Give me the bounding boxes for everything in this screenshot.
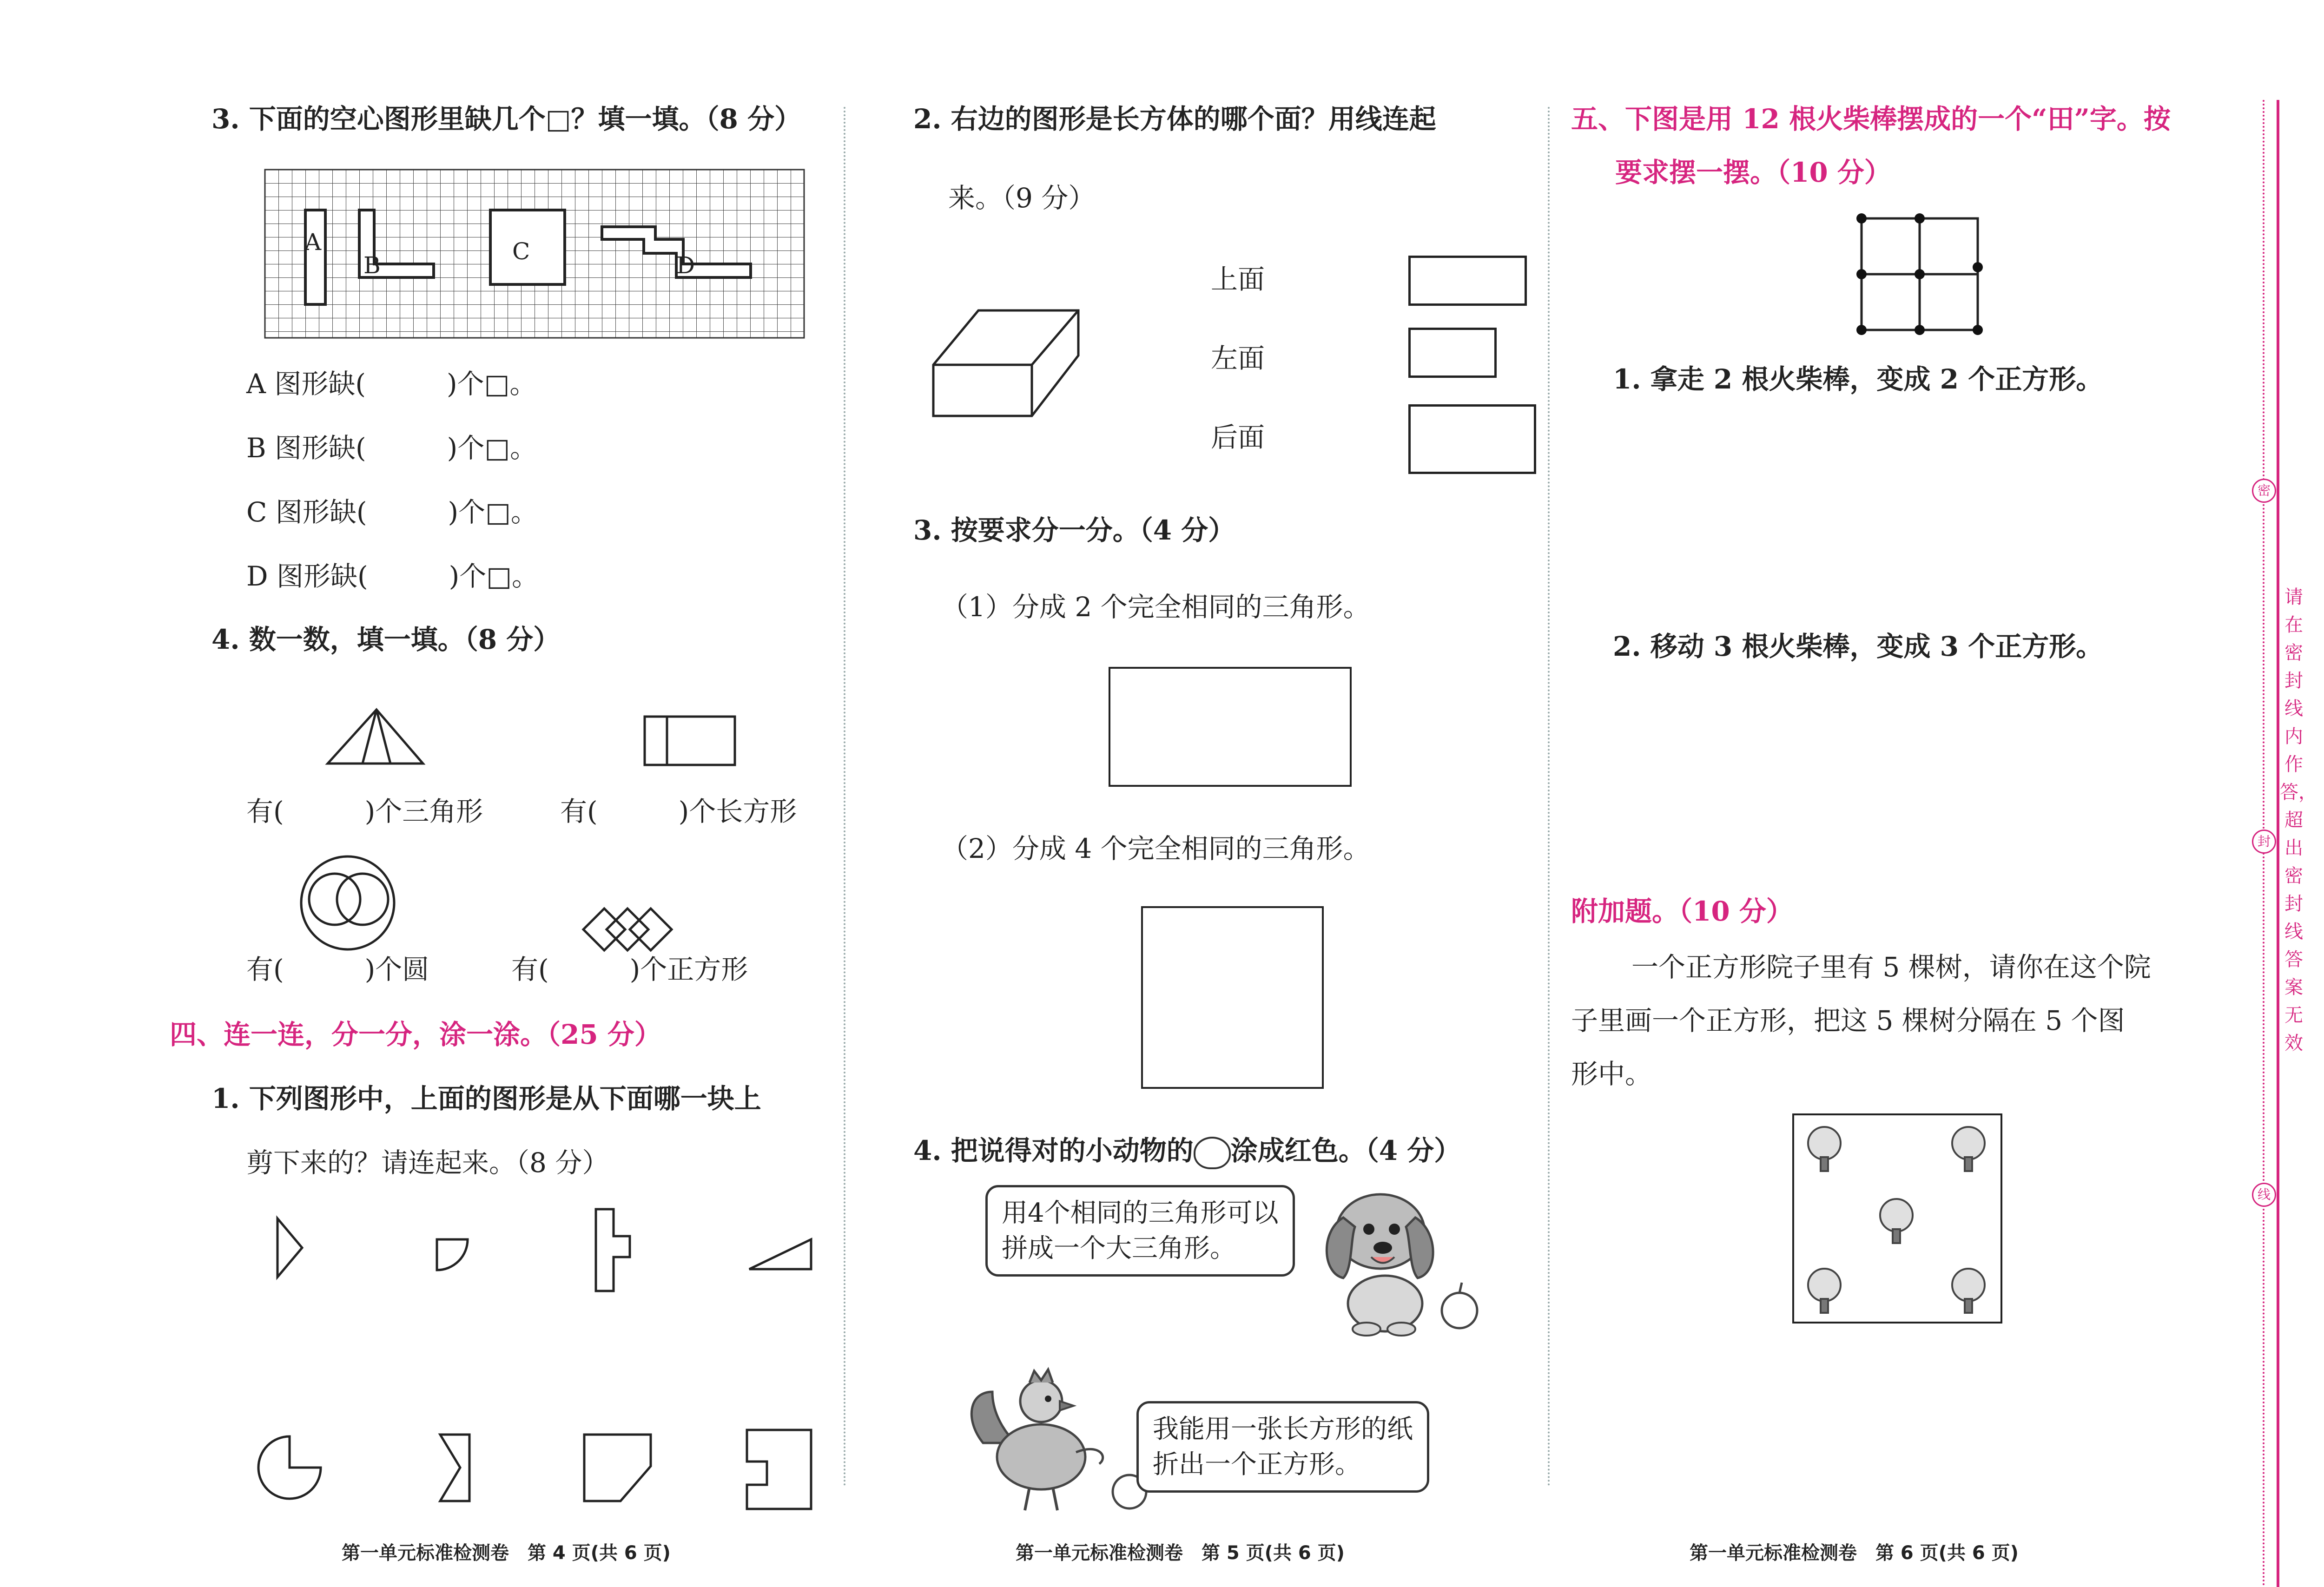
p2-q4-title xyxy=(913,1134,1461,1169)
dog-speech-bubble xyxy=(985,1185,1295,1277)
q1-line2: 剪下来的？请连起来。（8 分） xyxy=(246,1147,609,1179)
triangle-figure xyxy=(328,709,425,764)
section-five-line1: 五、下图是用 12 根火柴棒摆成的一个“田”字。按 xyxy=(1571,103,2171,135)
blank-b[interactable]: B 图形缺( )个□。 xyxy=(246,432,537,464)
section-four-heading: 四、连一连，分一分，涂一涂。（25 分） xyxy=(170,1019,661,1050)
piece-notched-rect[interactable] xyxy=(746,1429,813,1510)
column-divider-1 xyxy=(844,107,845,1487)
divide-square[interactable] xyxy=(1141,906,1324,1089)
piece-arrow[interactable] xyxy=(439,1434,472,1503)
cuboid-figure xyxy=(932,309,1081,418)
bonus-title: 附加题。（10 分） xyxy=(1571,896,1793,927)
bonus-line3: 形中。 xyxy=(1571,1058,1652,1090)
blank-d[interactable]: D 图形缺( )个□。 xyxy=(246,560,539,592)
p2-q2-line2: 来。（9 分） xyxy=(948,182,1096,214)
face-rect-top[interactable] xyxy=(1408,256,1527,306)
face-rect-back[interactable] xyxy=(1408,404,1536,474)
answer-rectangles[interactable]: 有( )个长方形 xyxy=(560,796,797,827)
q4-title: 4. 数一数，填一填。（8 分） xyxy=(211,624,561,655)
section-five-line2: 要求摆一摆。（10 分） xyxy=(1615,157,1891,188)
footer-page-6: 第一单元标准检测卷 第 6 页(共 6 页) xyxy=(1690,1542,2019,1564)
face-label-back: 后面 xyxy=(1211,421,1265,453)
cut-shape-t[interactable] xyxy=(595,1208,632,1292)
p2-q3-sub2: （2）分成 4 个完全相同的三角形。 xyxy=(941,833,1370,864)
p3-q1: 1. 拿走 2 根火柴棒，变成 2 个正方形。 xyxy=(1613,363,2103,395)
seal-solid-line xyxy=(2277,100,2279,1587)
piece-trapezoid[interactable] xyxy=(583,1434,653,1503)
p2-q4-title-post: 涂成红色。（4 分） xyxy=(1230,1135,1461,1166)
blank-c[interactable]: C 图形缺( )个□。 xyxy=(246,496,538,528)
rooster-icon xyxy=(964,1364,1150,1517)
p2-q3-sub1: （1）分成 2 个完全相同的三角形。 xyxy=(941,591,1370,623)
answer-circles[interactable]: 有( )个圆 xyxy=(246,954,429,985)
apple-icon[interactable] xyxy=(1194,1137,1231,1169)
matchstick-grid xyxy=(1855,211,1985,337)
courtyard-figure[interactable] xyxy=(1792,1113,2003,1324)
column-divider-2 xyxy=(1548,107,1550,1487)
cut-shape-right-triangle[interactable] xyxy=(748,1238,813,1271)
footer-page-5: 第一单元标准检测卷 第 5 页(共 6 页) xyxy=(1016,1542,1345,1564)
piece-pacman[interactable] xyxy=(256,1434,325,1503)
rectangle-figure xyxy=(644,716,737,767)
face-label-left: 左面 xyxy=(1211,342,1265,374)
circles-figure xyxy=(300,855,397,953)
answer-triangles[interactable]: 有( )个三角形 xyxy=(246,796,483,827)
grid-label-b: B xyxy=(363,252,381,279)
p2-q4-title-pre: 4. 把说得对的小动物的 xyxy=(913,1135,1194,1166)
seal-mark-xian: 线 xyxy=(2252,1183,2276,1207)
dog-speech-line1: 用4个相同的三角形可以 xyxy=(1002,1198,1279,1228)
cut-shape-triangle[interactable] xyxy=(277,1218,304,1278)
dog-icon xyxy=(1311,1180,1487,1338)
p2-q2-line1: 2. 右边的图形是长方体的哪个面？用线连起 xyxy=(913,103,1436,135)
bonus-line2: 子里画一个正方形，把这 5 棵树分隔在 5 个图 xyxy=(1571,1005,2125,1036)
cut-shape-quarter[interactable] xyxy=(436,1238,469,1271)
grid-label-d: D xyxy=(676,252,695,279)
p3-q2: 2. 移动 3 根火柴棒，变成 3 个正方形。 xyxy=(1613,631,2103,662)
seal-mark-feng: 封 xyxy=(2252,830,2276,854)
diamonds-figure xyxy=(581,904,674,955)
rooster-speech-line1: 我能用一张长方形的纸 xyxy=(1153,1414,1413,1444)
dog-speech-line2: 拼成一个大三角形。 xyxy=(1002,1233,1236,1264)
grid-label-a: A xyxy=(304,229,322,256)
grid-figure xyxy=(265,170,809,339)
q1-line1: 1. 下列图形中，上面的图形是从下面哪一块上 xyxy=(211,1083,761,1114)
face-label-top: 上面 xyxy=(1211,263,1265,295)
rooster-speech-line2: 折出一个正方形。 xyxy=(1153,1449,1361,1480)
footer-page-4: 第一单元标准检测卷 第 4 页(共 6 页) xyxy=(342,1542,671,1564)
q3-title: 3. 下面的空心图形里缺几个□？填一填。（8 分） xyxy=(211,103,802,135)
p2-q3-title: 3. 按要求分一分。（4 分） xyxy=(913,514,1235,546)
answer-squares[interactable]: 有( )个正方形 xyxy=(511,954,748,985)
divide-rectangle[interactable] xyxy=(1109,667,1352,787)
bonus-line1: 一个正方形院子里有 5 棵树，请你在这个院 xyxy=(1631,951,2151,983)
blank-a[interactable]: A 图形缺( )个□。 xyxy=(246,368,537,400)
face-rect-left[interactable] xyxy=(1408,328,1497,378)
seal-warning-text: 请在密封线内作答，超出密封线答案无效 xyxy=(2280,586,2317,1054)
grid-label-c: C xyxy=(512,238,530,265)
seal-mark-mi: 密 xyxy=(2252,479,2276,503)
rooster-speech-bubble xyxy=(1136,1401,1429,1493)
